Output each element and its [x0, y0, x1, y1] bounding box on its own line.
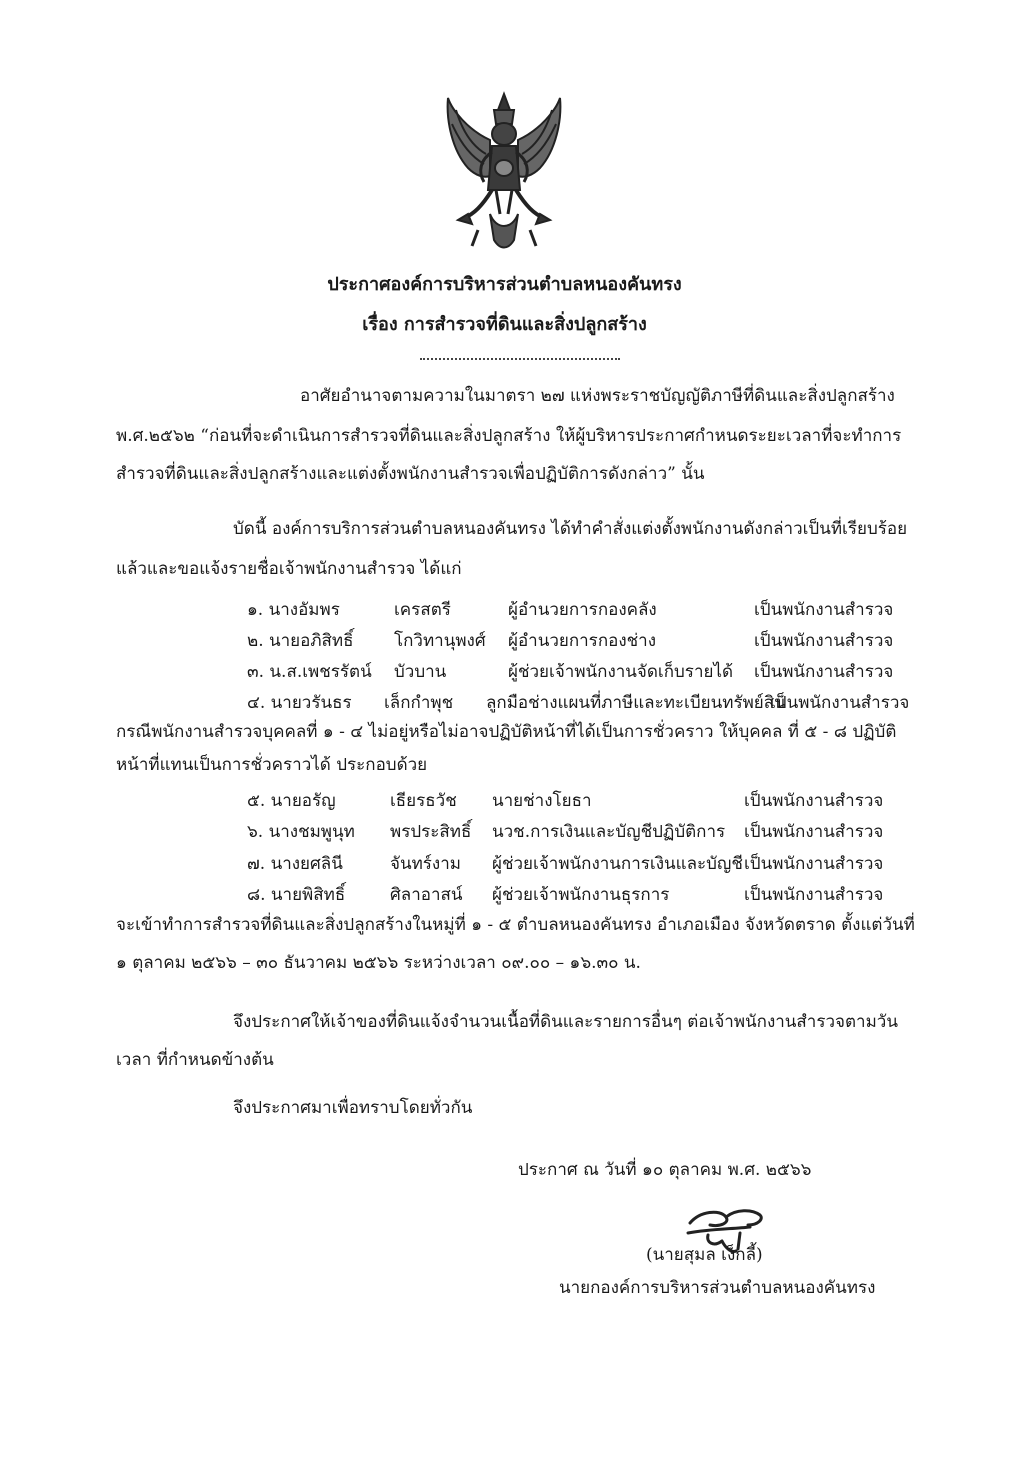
closing-statement: จึงประกาศมาเพื่อทราบโดยทั่วกัน: [233, 1098, 473, 1118]
staff-position: ผู้อำนวยการกองคลัง: [508, 600, 657, 620]
staff-name: ๗. นางยศลินี: [247, 854, 343, 874]
staff-name: ๑. นางอัมพร: [247, 600, 340, 620]
staff-position: นายช่างโยธา: [492, 791, 592, 811]
staff-name: ๒. นายอภิสิทธิ์: [247, 631, 354, 651]
staff-surname: พรประสิทธิ์: [390, 822, 472, 842]
staff-position: ผู้ช่วยเจ้าพนักงานการเงินและบัญชี: [492, 854, 743, 874]
staff-position: ผู้อำนวยการกองช่าง: [508, 631, 657, 651]
substitute-line2: หน้าที่แทนเป็นการชั่วคราวได้ ประกอบด้วย: [116, 755, 428, 775]
paragraph1-line2: พ.ศ.๒๕๖๒ “ก่อนที่จะดำเนินการสำรวจที่ดินและสิ่งปลูกสร้าง ให้ผู้บริหารประกาศกำหนดระยะเวลาที่จะทำการ: [116, 426, 902, 446]
staff-name: ๖. นางชมพูนุท: [247, 822, 355, 842]
announcement-subject: เรื่อง การสำรวจที่ดินและสิ่งปลูกสร้าง: [362, 314, 647, 335]
staff-role: เป็นพนักงานสำรวจ: [744, 885, 884, 905]
staff-role: เป็นพนักงานสำรวจ: [754, 631, 894, 651]
paragraph1-line3: สำรวจที่ดินและสิ่งปลูกสร้างและแต่งตั้งพนักงานสำรวจเพื่อปฏิบัติการดังกล่าว” นั้น: [116, 464, 705, 484]
announcement-title: ประกาศองค์การบริหารส่วนตำบลหนองคันทรง: [327, 274, 682, 295]
schedule-line2: ๑ ตุลาคม ๒๕๖๖ – ๓๐ ธันวาคม ๒๕๖๖ ระหว่างเวลา ๐๙.๐๐ – ๑๖.๓๐ น.: [116, 953, 641, 973]
staff-surname: บัวบาน: [394, 662, 447, 682]
staff-name: ๕. นายอรัญ: [247, 791, 336, 811]
staff-name: ๓. น.ส.เพชรรัตน์: [247, 662, 372, 682]
staff-role: เป็นพนักงานสำรวจ: [754, 600, 894, 620]
notice-line2: เวลา ที่กำหนดข้างต้น: [116, 1050, 274, 1070]
staff-surname: ศิลาอาสน์: [390, 885, 463, 905]
staff-role: เป็นพนักงานสำรวจ: [744, 854, 884, 874]
staff-surname: เครสตรี: [394, 600, 451, 620]
paragraph2-line2: แล้วและขอแจ้งรายชื่อเจ้าพนักงานสำรวจ ได้แก่: [116, 559, 462, 579]
staff-role: เป็นพนักงานสำรวจ: [754, 662, 894, 682]
dotted-divider: [420, 358, 620, 360]
paragraph2-line1: บัดนี้ องค์การบริการส่วนตำบลหนองคันทรง ได้ทำคำสั่งแต่งตั้งพนักงานดังกล่าวเป็นที่เรียบร้อย: [233, 519, 908, 539]
staff-role: เป็นพนักงานสำรวจ: [770, 693, 910, 713]
staff-name: ๔. นายวรันธร: [247, 693, 352, 713]
signer-name: (นายสุมล เง็กลี้): [646, 1245, 763, 1265]
staff-name: ๘. นายพิสิทธิ์: [247, 885, 346, 905]
staff-surname: โกวิทานุพงศ์: [394, 631, 486, 651]
announcement-date: ประกาศ ณ วันที่ ๑๐ ตุลาคม พ.ศ. ๒๕๖๖: [518, 1160, 812, 1180]
staff-surname: เธียรธวัช: [390, 791, 457, 811]
signer-title: นายกองค์การบริหารส่วนตำบลหนองคันทรง: [559, 1278, 876, 1298]
staff-position: ผู้ช่วยเจ้าพนักงานจัดเก็บรายได้: [508, 662, 734, 682]
notice-line1: จึงประกาศให้เจ้าของที่ดินแจ้งจำนวนเนื้อที่ดินและรายการอื่นๆ ต่อเจ้าพนักงานสำรวจตามวัน: [233, 1012, 898, 1032]
schedule-line1: จะเข้าทำการสำรวจที่ดินและสิ่งปลูกสร้างในหมู่ที่ ๑ - ๕ ตำบลหนองคันทรง อำเภอเมือง จังหวัดตราด ตั้งแต่วันที่: [116, 915, 915, 935]
staff-surname: จันทร์งาม: [390, 854, 461, 874]
garuda-emblem-icon: [438, 90, 570, 258]
staff-role: เป็นพนักงานสำรวจ: [744, 822, 884, 842]
paragraph1-line1: อาศัยอำนาจตามความในมาตรา ๒๗ แห่งพระราชบัญญัติภาษีที่ดินและสิ่งปลูกสร้าง: [300, 386, 895, 406]
staff-role: เป็นพนักงานสำรวจ: [744, 791, 884, 811]
staff-position: นวช.การเงินและบัญชีปฏิบัติการ: [492, 822, 726, 842]
staff-position: ผู้ช่วยเจ้าพนักงานธุรการ: [492, 885, 670, 905]
staff-surname: เล็กกำพุช: [384, 693, 454, 713]
staff-position: ลูกมือช่างแผนที่ภาษีและทะเบียนทรัพย์สิน: [486, 693, 786, 713]
substitute-line1: กรณีพนักงานสำรวจบุคคลที่ ๑ - ๔ ไม่อยู่หรือไม่อาจปฏิบัติหน้าที่ได้เป็นการชั่วคราว ให้บุคคล ที่ ๕ - ๘ ปฏิบัติ: [116, 722, 897, 742]
